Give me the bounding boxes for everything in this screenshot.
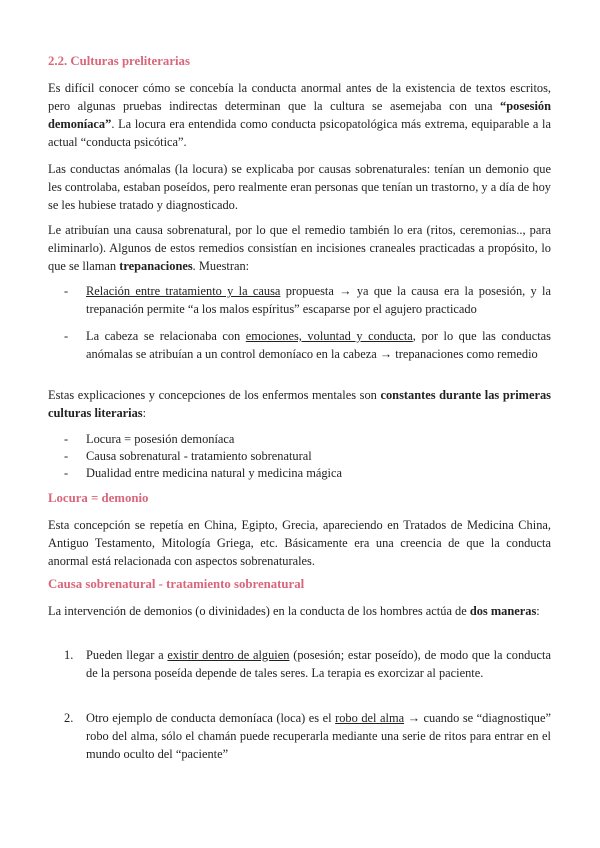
list-dash: - [64, 284, 69, 298]
underlined-term: robo del alma [335, 711, 405, 725]
text-run: → cuando se “diagnostique” robo del alma, sólo el chamán puede recuperarla mediante una serie de ritos para entrar en el mundo oculto del “paciente” [86, 711, 551, 761]
numbered-item [86, 646, 551, 682]
underlined-term: Relación entre tratamiento y la causa [86, 284, 281, 298]
section-heading-causa-sobrenatural: Causa sobrenatural - tratamiento sobrenatural [48, 577, 305, 591]
text-run: Pueden llegar a [86, 648, 168, 662]
list-dash: - [64, 329, 69, 343]
text-run: La intervención de demonios (o divinidades) en la conducta de los hombres actúa de [48, 604, 470, 618]
text-run: . Muestran: [192, 259, 250, 273]
underlined-term: existir dentro de alguien [167, 648, 290, 662]
paragraph-intro [48, 79, 551, 151]
paragraph-causas-sobrenaturales: Las conductas anómalas (la locura) se explicaba por causas sobrenaturales: tenían un demonio que les controlaba, estaban poseídos, pero realmente eran personas que tenían un trastorno, y a día de hoy se les hubiese tratado y diagnosticado. [48, 162, 551, 212]
text-run: , por lo que las conductas anómalas se atribuían a un control demoníaco en la cabeza → trepanaciones como remedio [86, 329, 551, 361]
list-number: 1. [64, 648, 74, 662]
section-heading-culturas-preliterarias: 2.2. Culturas preliterarias [48, 54, 190, 68]
paragraph-china-egipto-grecia: Esta concepción se repetía en China, Egipto, Grecia, apareciendo en Tratados de Medicina China, Antiguo Testamento, Mitología Griega, etc. Básicamente era una creencia de que la conducta anormal está relacionada con aspectos sobrenaturales. [48, 518, 551, 568]
text-run: (posesión; estar poseído), de modo que la conducta de la persona poseída depende de tales seres. La terapia es exorcizar al paciente. [86, 648, 551, 680]
bold-term: “posesión demoníaca” [48, 99, 551, 131]
text-run: Es difícil conocer cómo se concebía la conducta anormal antes de la existencia de textos escritos, pero algunas pruebas indirectas determinan que la cultura se asemejaba con una [48, 81, 551, 113]
text-run: Estas explicaciones y concepciones de los enfermos mentales son [48, 388, 381, 402]
text-run: La cabeza se relacionaba con [86, 329, 246, 343]
section-heading-locura-demonio: Locura = demonio [48, 491, 149, 505]
text-run: Le atribuían una causa sobrenatural, por lo que el remedio también lo era (ritos, ceremonias.., para eliminarlo). Algunos de estos remedios consistían en incisiones craneales practicadas a propósito, lo que se llaman [48, 223, 551, 273]
list-dash: - [64, 432, 69, 446]
list-dash: - [64, 449, 69, 463]
list-item: Dualidad entre medicina natural y medicina mágica [86, 466, 342, 480]
bold-term: constantes durante las primeras culturas literarias [48, 388, 551, 420]
text-run: : [536, 604, 540, 618]
paragraph-constantes [48, 386, 551, 422]
list-number: 2. [64, 711, 74, 725]
bold-term: dos maneras [469, 604, 537, 618]
list-item: Causa sobrenatural - tratamiento sobrenatural [86, 449, 312, 463]
bold-term: trepanaciones [119, 259, 193, 273]
underlined-term: emociones, voluntad y conducta [245, 329, 413, 343]
text-run: Otro ejemplo de conducta demoníaca (loca) es el [86, 711, 336, 725]
list-item: Locura = posesión demoníaca [86, 432, 235, 446]
paragraph-trepanaciones [48, 221, 551, 275]
list-item [86, 282, 551, 318]
text-run: propuesta → ya que la causa era la posesión, y la trepanación permite “a los malos espíritus” escaparse por el agujero practicado [86, 284, 551, 316]
text-run: . La locura era entendida como conducta psicopatológica más extrema, equiparable a la actual “conducta psicótica”. [48, 117, 551, 149]
paragraph-dos-maneras [48, 602, 551, 620]
text-run: : [142, 406, 147, 420]
numbered-item [86, 709, 551, 763]
list-dash: - [64, 466, 69, 480]
list-item [86, 327, 551, 363]
